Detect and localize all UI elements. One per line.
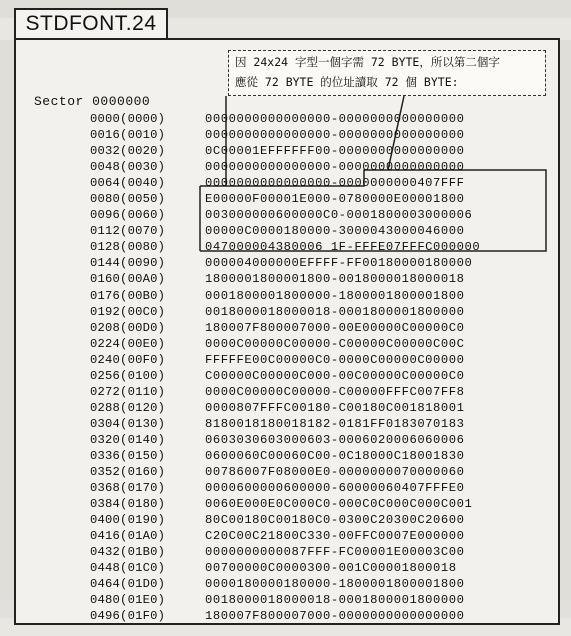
hex-row (90, 288, 535, 304)
hex-data: 00000C0000180000-3000043000046000 (205, 224, 465, 239)
hex-data: 180007F800007000-00E00000C00000C0 (205, 320, 465, 335)
hex-row (90, 416, 535, 432)
hex-row (90, 592, 535, 608)
hex-row (90, 159, 535, 175)
hex-data: 00786007F08000E0-0000000070000060 (205, 465, 465, 480)
offset: 0096(0060) (90, 208, 166, 223)
offset: 0368(0170) (90, 481, 166, 496)
hex-row (90, 127, 535, 143)
hex-data: 0000000000087FFF-FC00001E00003C00 (205, 545, 465, 560)
offset: 0000(0000) (90, 112, 166, 126)
offset: 0352(0160) (90, 465, 166, 480)
hex-row (90, 336, 535, 352)
offset: 0016(0010) (90, 128, 166, 143)
hex-row (90, 512, 535, 528)
hex-data: C00000C00000C000-00C00000C00000C0 (205, 368, 465, 383)
hex-data: 8180018180018182-0181FF0183070183 (205, 416, 465, 431)
offset: 0176(00B0) (90, 288, 166, 303)
hex-row (90, 255, 535, 271)
offset: 0464(01D0) (90, 577, 166, 592)
hex-data: 00700000C0000300-001C00001800018 (205, 561, 457, 576)
offset: 0320(0140) (90, 432, 166, 447)
hex-data: 0600060C00060C00-0C18000C18001830 (205, 448, 465, 463)
offset: 0192(00C0) (90, 304, 166, 319)
hex-data: 80C00180C00180C0-0300C20300C20600 (205, 513, 465, 528)
offset: 0400(0190) (90, 513, 166, 528)
hex-row (90, 239, 535, 255)
hex-data: 0001800001800000-1800001800001800 (205, 288, 465, 303)
offset: 0336(0150) (90, 448, 166, 463)
hex-data: 0000000000000000-0000000000000000 (205, 112, 465, 126)
hex-data: 047000004380006 1F-FFFE07FFFC000000 (205, 240, 481, 255)
hex-data: 0060E000E0C000C0-000C0C000C000C001 (205, 497, 473, 512)
sector-label: Sector 0000000 (34, 94, 151, 109)
hex-data: E00000F00001E000-0780000E00001800 (205, 192, 465, 207)
offset: 0224(00E0) (90, 336, 166, 351)
hex-data: 0603030603000603-0006020006060006 (205, 432, 465, 447)
hex-row (90, 528, 535, 544)
hex-row (90, 191, 535, 207)
hex-row (90, 207, 535, 223)
offset: 0448(01C0) (90, 561, 166, 576)
hex-data: 1800001800001800-0018000018000018 (205, 272, 465, 287)
offset: 0304(0130) (90, 416, 166, 431)
hex-row (90, 352, 535, 368)
hex-data: 0000807FFFC00180-C00180C001818001 (205, 400, 465, 415)
offset: 0032(0020) (90, 144, 166, 159)
hex-row (90, 432, 535, 448)
offset: 0416(01A0) (90, 529, 166, 544)
offset: 0384(0180) (90, 497, 166, 512)
hex-data: FFFFFE00C00000C0-0000C00000C00000 (205, 352, 465, 367)
offset: 0160(00A0) (90, 272, 166, 287)
offset: 0080(0050) (90, 192, 166, 207)
hex-data: 0C00001EFFFFFF00-0000000000000000 (205, 144, 465, 159)
hex-row (90, 368, 535, 384)
hex-data: 0018000018000018-0001800001800000 (205, 593, 465, 608)
offset: 0256(0100) (90, 368, 166, 383)
hex-data: 0000C00000C00000-C00000C00000C00C (205, 336, 465, 351)
hex-data: 0000180000180000-1800001800001800 (205, 577, 465, 592)
hex-rows (90, 111, 535, 625)
hex-row (90, 496, 535, 512)
hex-row (90, 400, 535, 416)
offset: 0112(0070) (90, 224, 166, 239)
hex-row (90, 271, 535, 287)
hex-row (90, 464, 535, 480)
callout-line-1: 因 24x24 字型一個字需 72 BYTE，所以第二個字 (235, 55, 500, 69)
annotation-callout (228, 50, 546, 96)
hex-data: 000004000000EFFFF-FF00180000180000 (205, 256, 473, 271)
hex-row (90, 304, 535, 320)
offset: 0208(00D0) (90, 320, 166, 335)
hex-data: 0000000000000000-0000000000000000 (205, 160, 465, 175)
figure-title: STDFONT.24 (14, 8, 168, 40)
offset: 0288(0120) (90, 400, 166, 415)
hex-row (90, 320, 535, 336)
offset: 0128(0080) (90, 240, 166, 255)
hex-data: 180007F800007000-0000000000000000 (205, 609, 465, 624)
offset: 0272(0110) (90, 384, 166, 399)
offset: 0048(0030) (90, 160, 166, 175)
hex-row (90, 576, 535, 592)
offset: 0496(01F0) (90, 609, 166, 624)
offset: 0480(01E0) (90, 593, 166, 608)
hex-row (90, 480, 535, 496)
hex-data: 0018000018000018-0001800001800000 (205, 304, 465, 319)
hex-data: 0000000000000000-0000000000407FFF (205, 176, 465, 191)
hex-data: 0000600000600000-60000060407FFFE0 (205, 481, 465, 496)
hex-data: 0000C00000C00000-C00000FFFC007FF8 (205, 384, 465, 399)
hex-row (90, 111, 535, 127)
hex-row (90, 223, 535, 239)
offset: 0064(0040) (90, 176, 166, 191)
callout-line-2: 應從 72 BYTE 的位址讀取 72 個 BYTE: (235, 75, 459, 89)
offset: 0432(01B0) (90, 545, 166, 560)
hex-data: 003000000600000C0-0001800003000006 (205, 208, 473, 223)
offset: 0144(0090) (90, 256, 166, 271)
hex-row (90, 384, 535, 400)
hex-row (90, 448, 535, 464)
hex-row (90, 608, 535, 624)
offset: 0240(00F0) (90, 352, 166, 367)
hex-row (90, 544, 535, 560)
hex-row (90, 175, 535, 191)
hex-row (90, 143, 535, 159)
hex-row (90, 560, 535, 576)
hex-data: C20C00C21800C330-00FFC0007E000000 (205, 529, 465, 544)
hex-data: 0000000000000000-0000000000000000 (205, 128, 465, 143)
